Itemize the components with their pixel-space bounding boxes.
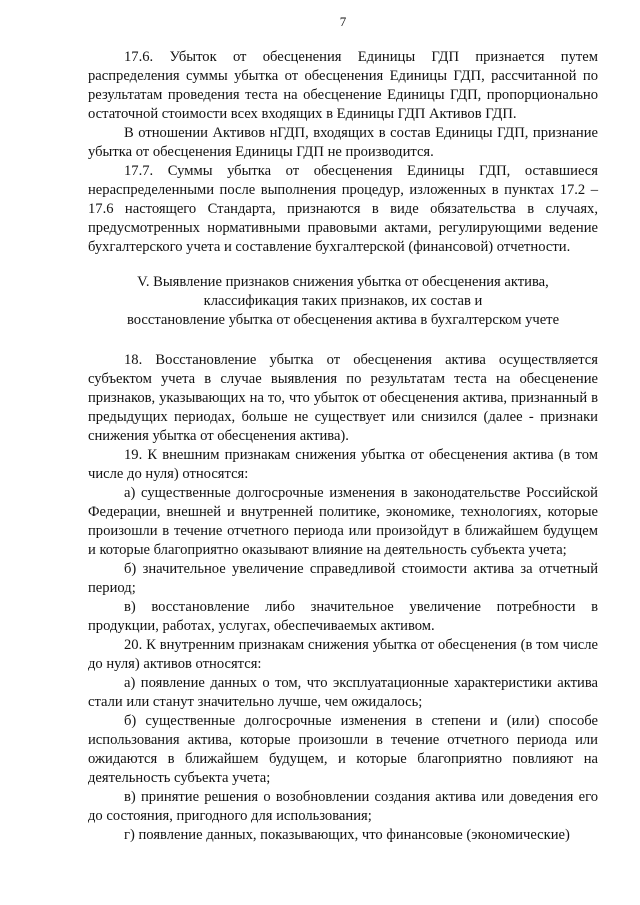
page-number: 7 xyxy=(339,14,347,29)
paragraph-19-b: б) значительное увеличение справедливой стоимости актива за отчетный период; xyxy=(88,561,598,596)
paragraph-19-c: в) восстановление либо значительное увеличение потребности в продукции, работах, услугах, обеспечиваемых активом. xyxy=(88,599,598,634)
paragraph-19: 19. К внешним признакам снижения убытка от обесценения актива (в том числе до нуля) относятся: xyxy=(88,447,598,482)
paragraph-17-6: 17.6. Убыток от обесценения Единицы ГДП признается путем распределения суммы убытка от обесценения Единицы ГДП, рассчитанной по результатам проведения теста на обесценение Единицы ГДП, пропорционально остаточной стоимости всех входящих в Единицы ГДП Активов ГДП. xyxy=(88,49,598,122)
section-title-line-3: восстановление убытка от обесценения актива в бухгалтерском учете xyxy=(126,312,560,328)
paragraph-17-7: 17.7. Суммы убытка от обесценения Единицы ГДП, оставшиеся нераспределенными после выполнения процедур, изложенных в пунктах 17.2 – 17.6 настоящего Стандарта, признаются в виде обязательства в случаях, предусмотренных нормативными правовыми актами, регулирующими ведение бухгалтерского учета и составление бухгалтерской (финансовой) отчетности. xyxy=(88,163,598,255)
paragraph-19-a: а) существенные долгосрочные изменения в законодательстве Российской Федерации, внешней и внутренней политике, экономике, технологиях, которые произошли в течение отчетного периода или произойдут в ближайшем будущем и которые благоприятно оказывают влияние на деятельность субъекта учета; xyxy=(88,485,598,558)
paragraph-20-d: г) появление данных, показывающих, что финансовые (экономические) xyxy=(124,827,570,843)
paragraph-17-6-ngdp: В отношении Активов нГДП, входящих в состав Единицы ГДП, признание убытка от обесценения Единицы ГДП не производится. xyxy=(88,125,598,160)
section-title-line-1: V. Выявление признаков снижения убытка от обесценения актива, xyxy=(137,274,549,290)
paragraph-20-b: б) существенные долгосрочные изменения в степени и (или) способе использования актива, которые произошли в течение отчетного периода или ожидаются в ближайшем будущем, и которые благоприятно повлияют на деятельность субъекта учета; xyxy=(88,713,598,786)
section-title xyxy=(88,273,598,330)
paragraph-20-a: а) появление данных о том, что эксплуатационные характеристики актива стали или станут значительно лучше, чем ожидалось; xyxy=(88,675,598,710)
paragraph-18: 18. Восстановление убытка от обесценения актива осуществляется субъектом учета в случае выявления по результатам теста на обесценение признаков, указывающих на то, что убыток от обесценения актива, признанный в предыдущих периодах, больше не существует или снизился (далее - признаки снижения убытка от обесценения актива). xyxy=(88,352,598,444)
paragraph-20: 20. К внутренним признакам снижения убытка от обесценения (в том числе до нуля) активов относятся: xyxy=(88,637,598,672)
paragraph-20-c: в) принятие решения о возобновлении создания актива или доведения его до состояния, пригодного для использования; xyxy=(88,789,598,824)
section-title-line-2: классификация таких признаков, их состав и xyxy=(203,293,483,309)
